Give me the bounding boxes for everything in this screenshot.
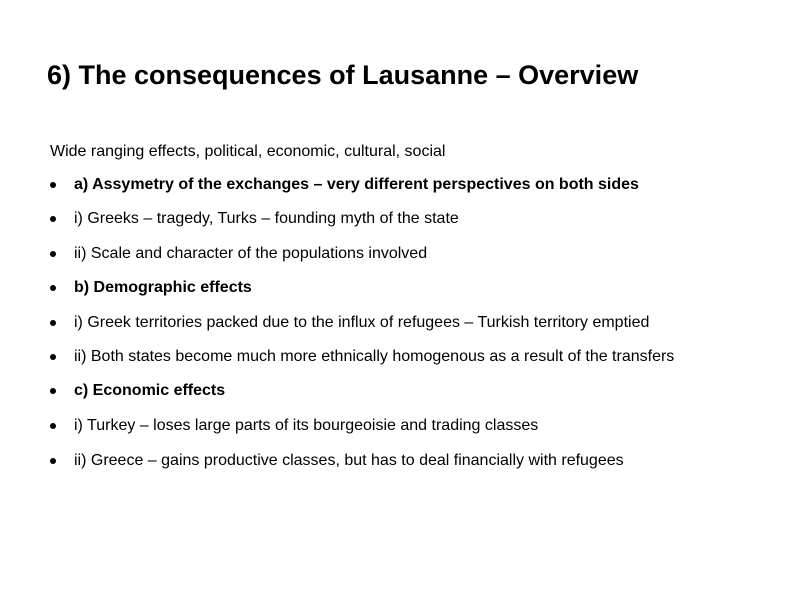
- bullet-dot-icon: [50, 320, 56, 326]
- bullet-dot-icon: [50, 216, 56, 222]
- bullet-item: [50, 208, 790, 230]
- bullet-text: a) Assymetry of the exchanges – very different perspectives on both sides: [74, 176, 639, 193]
- bullet-dot-icon: [50, 285, 56, 291]
- bullet-dot-icon: [50, 182, 56, 188]
- bullet-item: [50, 450, 790, 472]
- bullet-item: [50, 415, 790, 437]
- bullet-text: i) Greek territories packed due to the influx of refugees – Turkish territory emptied: [74, 314, 650, 331]
- bullet-item: [50, 243, 790, 265]
- bullet-item: [50, 312, 790, 334]
- bullet-dot-icon: [50, 458, 56, 464]
- slide-title: 6) The consequences of Lausanne – Overview: [47, 60, 639, 90]
- bullet-text: i) Turkey – loses large parts of its bourgeoisie and trading classes: [74, 417, 539, 434]
- bullet-dot-icon: [50, 423, 56, 429]
- bullet-item: [50, 380, 790, 402]
- bullet-text: c) Economic effects: [74, 382, 226, 399]
- bullet-item: [50, 346, 790, 368]
- bullet-dot-icon: [50, 388, 56, 394]
- slide-intro: Wide ranging effects, political, economic, cultural, social: [50, 143, 446, 160]
- bullet-text: ii) Greece – gains productive classes, but has to deal financially with refugees: [74, 452, 624, 469]
- bullet-dot-icon: [50, 251, 56, 257]
- bullet-text: ii) Scale and character of the populations involved: [74, 245, 428, 262]
- bullet-text: i) Greeks – tragedy, Turks – founding myth of the state: [74, 210, 459, 227]
- bullet-dot-icon: [50, 354, 56, 360]
- bullet-item: [50, 277, 790, 299]
- bullet-text: ii) Both states become much more ethnically homogenous as a result of the transfers: [74, 348, 675, 365]
- bullet-item: [50, 174, 790, 196]
- bullet-text: b) Demographic effects: [74, 279, 252, 296]
